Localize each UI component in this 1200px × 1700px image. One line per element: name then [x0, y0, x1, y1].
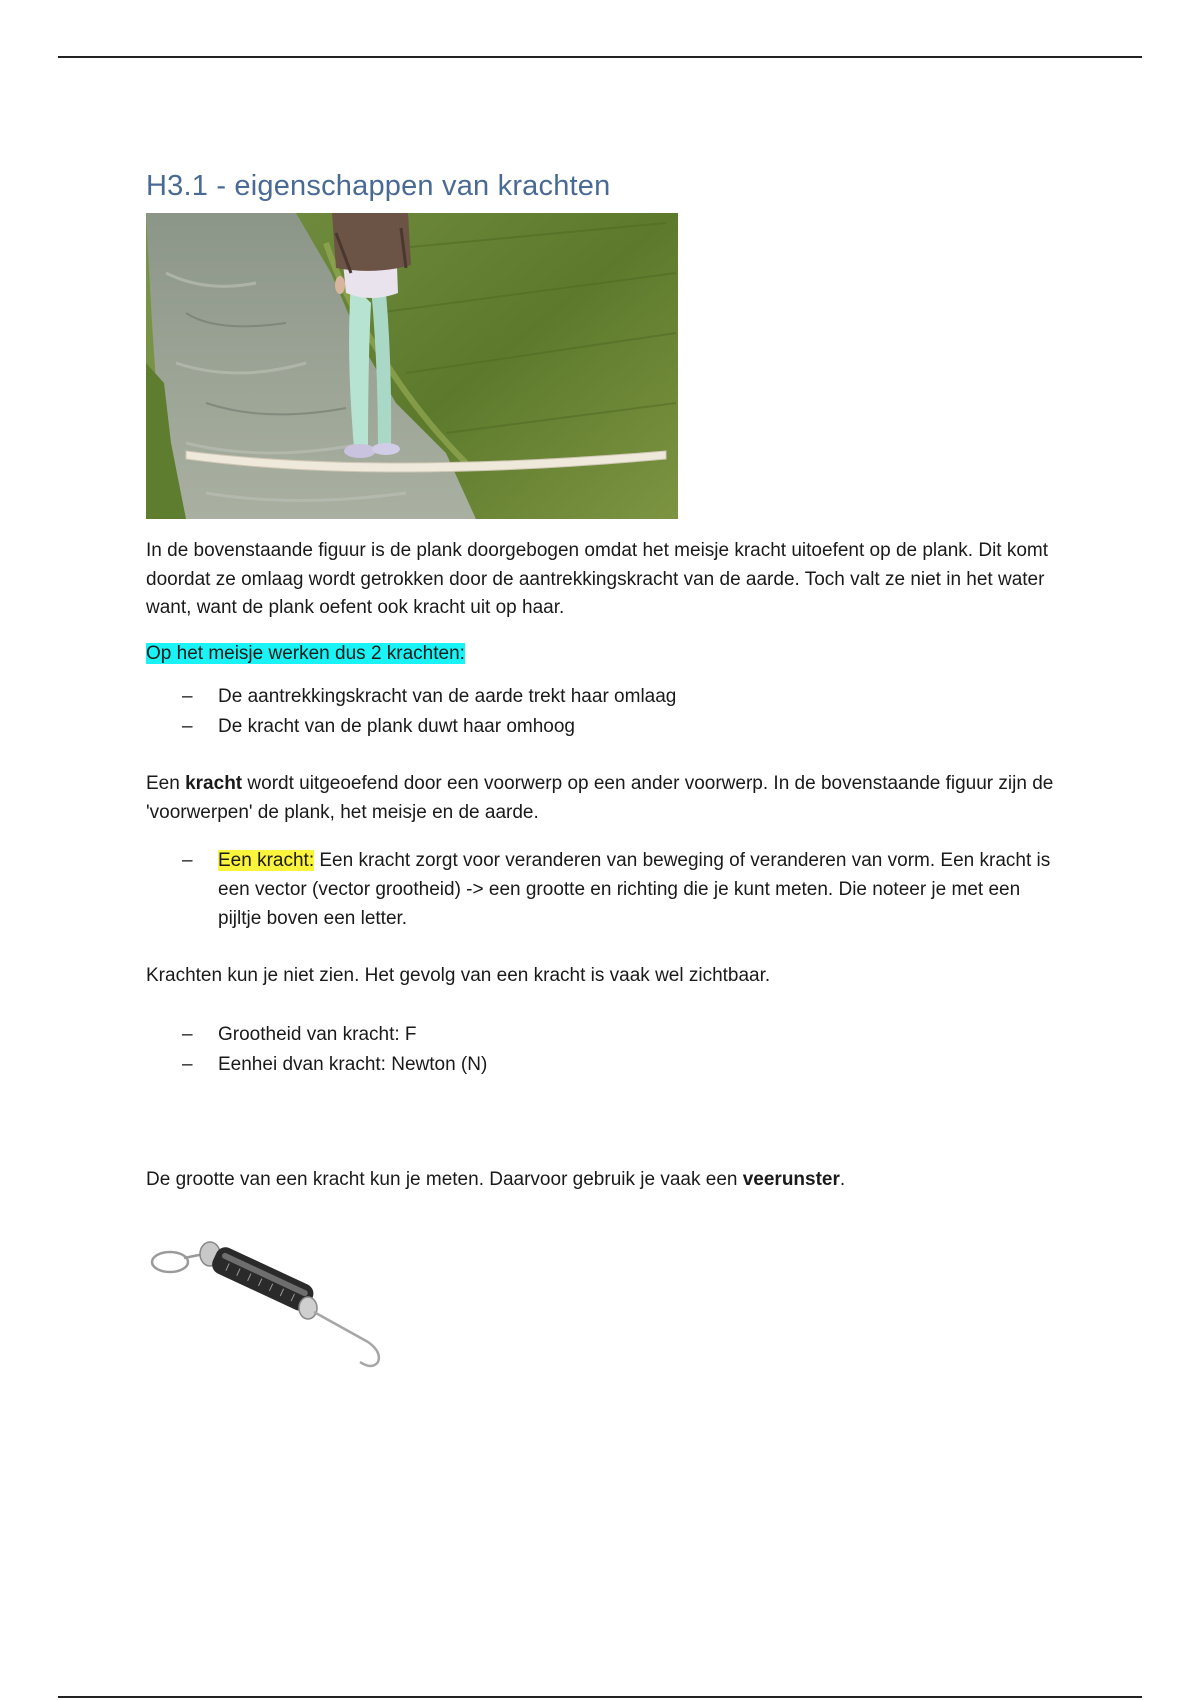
bold-term: veerunster [742, 1169, 840, 1190]
list-marker: – [182, 716, 193, 737]
header-rule [58, 56, 1142, 58]
intro-paragraph: In de bovenstaande figuur is de plank doorgebogen omdat het meisje kracht uitoefent op de plank. Dit komt doordat ze omlaag wordt getrokken door de aantrekkingskracht van de aarde. Toch valt ze niet in het water want, want de plank oefent ook kracht uit op haar. [146, 540, 1049, 618]
quantity-list [146, 1020, 1066, 1080]
list-marker: – [182, 1024, 193, 1045]
list-item: – Eenhei dvan kracht: Newton (N) [146, 1050, 1066, 1080]
highlighted-text: Op het meisje werken dus 2 krachten: [146, 643, 465, 664]
spring-scale-photo [146, 1212, 404, 1377]
footer-rule [58, 1696, 1142, 1698]
definition-list [146, 846, 1066, 933]
highlighted-term: Een kracht: [218, 850, 315, 871]
list-item: – De kracht van de plank duwt haar omhoog [146, 712, 1066, 742]
force-definition-paragraph: Een kracht wordt uitgeoefend door een voorwerp op een ander voorwerp. In de bovenstaande figuur zijn de 'voorwerpen' de plank, het meisje en de aarde. [146, 773, 1054, 823]
list-marker: – [182, 686, 193, 707]
bold-term: kracht [185, 773, 243, 794]
list-marker: – [182, 850, 193, 871]
forces-list [146, 682, 1066, 742]
page-title: H3.1 - eigenschappen van krachten [146, 170, 611, 202]
plank-photo [146, 213, 678, 519]
forces-summary [146, 640, 1066, 669]
list-item: – Een kracht: Een kracht zorgt voor veranderen van beweging of veranderen van vorm. Een kracht is een vector (vector grootheid) -> een grootte en richting die je kunt meten. Die noteer je met een pijltje boven een letter. [146, 846, 1066, 933]
visibility-paragraph: Krachten kun je niet zien. Het gevolg van een kracht is vaak wel zichtbaar. [146, 965, 771, 986]
list-item: – De aantrekkingskracht van de aarde trekt haar omlaag [146, 682, 1066, 712]
measure-paragraph: De grootte van een kracht kun je meten. Daarvoor gebruik je vaak een veerunster. [146, 1169, 846, 1190]
list-marker: – [182, 1054, 193, 1075]
list-item: – Grootheid van kracht: F [146, 1020, 1066, 1050]
